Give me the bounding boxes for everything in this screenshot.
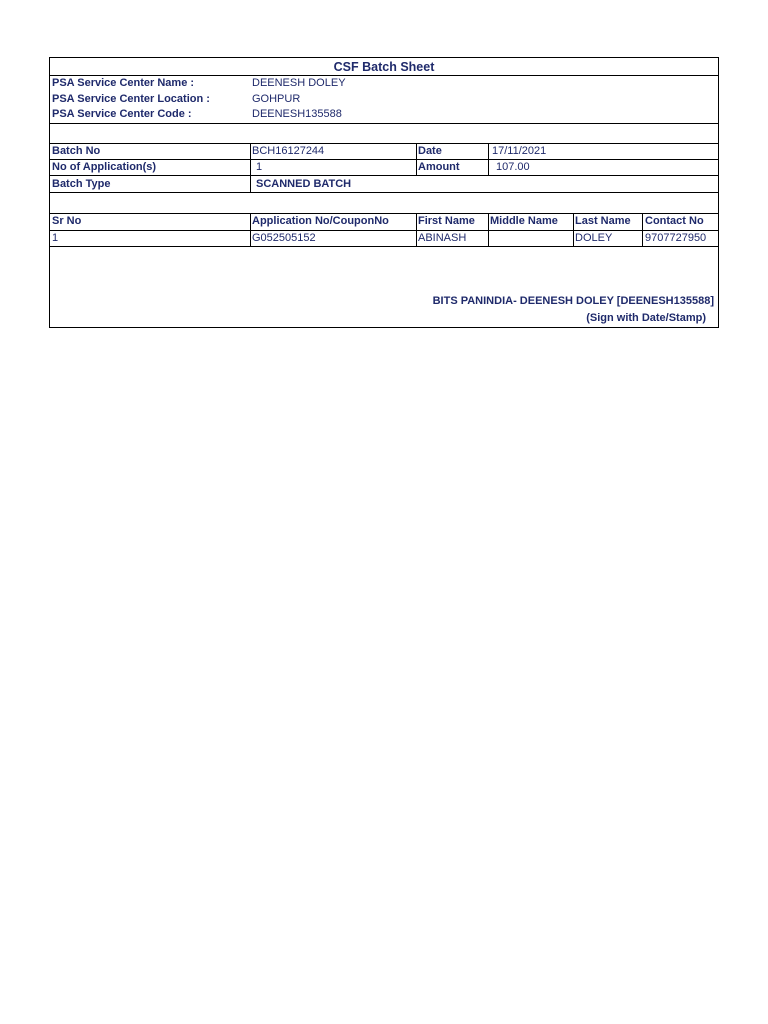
col-header-first-name: First Name [418, 215, 475, 227]
batch-type-value: SCANNED BATCH [256, 178, 352, 190]
table-cell-contact-no: 9707727950 [645, 232, 707, 244]
divider [50, 192, 718, 193]
center-location-label: PSA Service Center Location : [52, 93, 210, 105]
sign-note: (Sign with Date/Stamp) [586, 312, 706, 324]
divider [642, 213, 643, 246]
divider [50, 246, 718, 247]
date-value: 17/11/2021 [492, 145, 547, 157]
date-label: Date [418, 145, 442, 157]
amount-value: 107.00 [496, 161, 530, 173]
divider [50, 143, 718, 144]
col-header-sr-no: Sr No [52, 215, 82, 227]
col-header-contact-no: Contact No [645, 215, 704, 227]
divider [50, 175, 718, 176]
table-cell-last-name: DOLEY [575, 232, 613, 244]
col-header-application-no: Application No/CouponNo [252, 215, 389, 227]
col-header-last-name: Last Name [575, 215, 631, 227]
divider [488, 143, 489, 175]
divider [50, 230, 718, 231]
divider [250, 213, 251, 246]
center-name-value: DEENESH DOLEY [252, 77, 346, 89]
center-code-value: DEENESH135588 [252, 108, 342, 120]
divider [573, 213, 574, 246]
center-name-label: PSA Service Center Name : [52, 77, 195, 89]
batch-type-label: Batch Type [52, 178, 111, 190]
table-cell-sr-no: 1 [52, 232, 59, 244]
amount-label: Amount [418, 161, 460, 173]
table-cell-application-no: G052505152 [252, 232, 316, 244]
divider [488, 213, 489, 246]
signatory-text: BITS PANINDIA- DEENESH DOLEY [DEENESH135588] [432, 295, 714, 307]
sheet-title: CSF Batch Sheet [333, 60, 435, 74]
col-header-middle-name: Middle Name [490, 215, 558, 227]
apps-value: 1 [256, 161, 263, 173]
divider [250, 143, 251, 192]
center-location-value: GOHPUR [252, 93, 301, 105]
divider [50, 123, 718, 124]
table-cell-first-name: ABINASH [418, 232, 467, 244]
center-code-label: PSA Service Center Code : [52, 108, 192, 120]
divider [416, 213, 417, 246]
apps-label: No of Application(s) [52, 161, 157, 173]
batch-no-value: BCH16127244 [252, 145, 325, 157]
batch-sheet [49, 57, 719, 328]
batch-no-label: Batch No [52, 145, 101, 157]
divider [416, 143, 417, 175]
